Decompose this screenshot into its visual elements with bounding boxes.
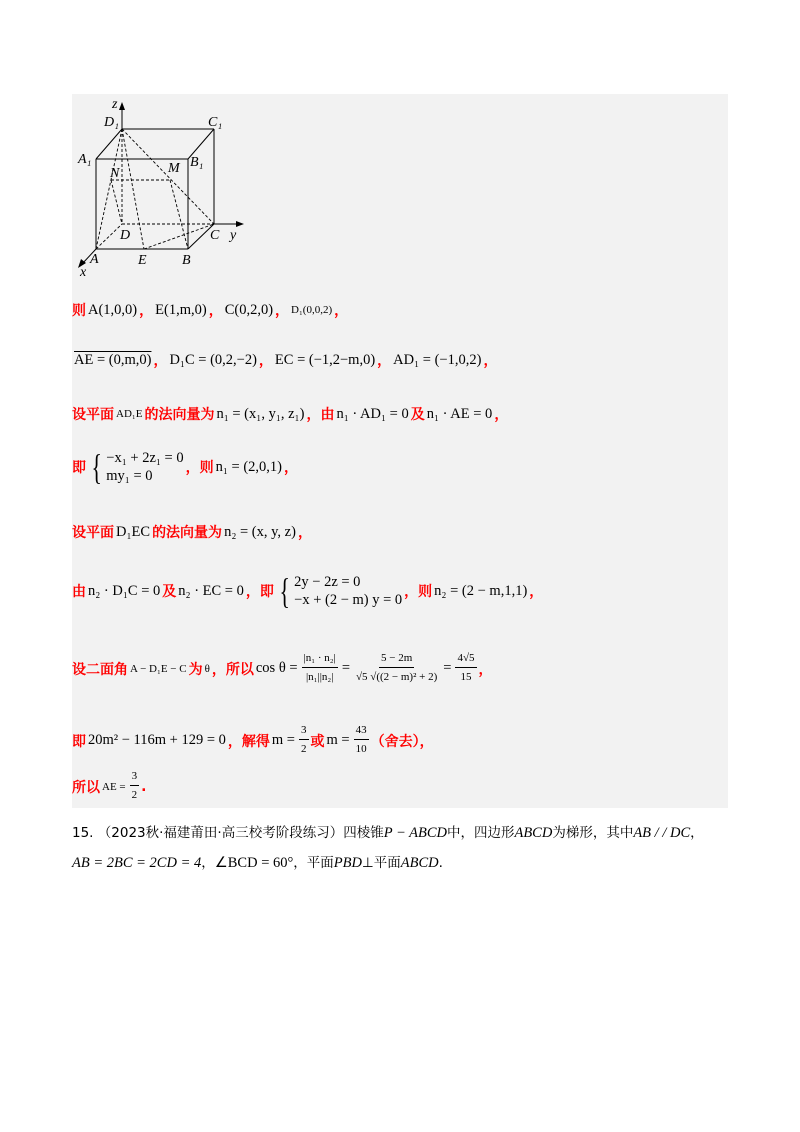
text: 即 <box>72 460 86 476</box>
fraction-abs <box>302 650 338 687</box>
label-M: M <box>168 161 180 176</box>
text: 的法向量为 <box>144 407 215 423</box>
denominator: 2 <box>131 789 138 801</box>
normal-n2: n₂ = (x, y, z) <box>224 523 296 540</box>
math: P − ABCD <box>383 825 447 841</box>
equals: = <box>443 660 452 676</box>
root-1 <box>299 722 309 759</box>
text: ，则 <box>185 460 214 476</box>
text: 或 <box>310 733 325 750</box>
label-x: x <box>80 265 87 276</box>
sep: ， <box>208 303 223 319</box>
label-A: A <box>90 252 99 267</box>
fraction-result <box>455 650 476 687</box>
text: ，则 <box>404 584 433 600</box>
dihedral-angle: A − D₁E − C <box>130 662 187 675</box>
text: ， <box>494 407 509 423</box>
text: 设平面 <box>72 407 114 423</box>
point-A: A(1,0,0) <box>88 301 138 318</box>
text: ， <box>284 460 299 476</box>
label-y: y <box>230 228 237 243</box>
numerator: 3 <box>130 768 140 786</box>
line-ND <box>111 180 122 224</box>
text: 即 <box>72 733 86 750</box>
equals: = <box>341 660 351 676</box>
sep: ， <box>153 353 168 369</box>
result-n2: n₂ = (2 − m,1,1) <box>434 582 528 599</box>
label-E: E <box>138 253 147 268</box>
solution-line-cosine <box>72 650 493 687</box>
denominator: 10 <box>355 743 367 755</box>
text: ，由 <box>306 407 335 423</box>
vector-AE: AE = (0,m,0) <box>74 351 152 368</box>
result-n1: n₁ = (2,0,1) <box>215 458 283 475</box>
m-label: m = <box>271 732 295 748</box>
fraction-value <box>354 650 439 687</box>
solution-line-system-2 <box>72 573 543 609</box>
solution-line-quadratic <box>72 722 434 759</box>
equation: my₁ = 0 <box>106 468 153 484</box>
problem-line-1 <box>72 818 732 848</box>
text: 设二面角 <box>72 661 128 678</box>
label-A1: A₁ <box>78 152 92 167</box>
text: ， <box>201 855 215 871</box>
line-D1C <box>122 129 214 224</box>
solution-line-normal-n1 <box>72 404 508 424</box>
cube-figure <box>76 96 246 276</box>
problem-15 <box>72 818 732 878</box>
label-B1: B₁ <box>190 155 204 170</box>
label-B: B <box>182 253 191 268</box>
label-C: C <box>210 228 220 243</box>
quadratic-equation: 20m² − 116m + 129 = 0 <box>88 732 226 748</box>
text: ，所以 <box>211 661 254 678</box>
line-D1A <box>96 129 122 249</box>
text: ，解得 <box>227 733 270 750</box>
theta: θ <box>204 662 210 675</box>
text: ，平面 <box>293 855 334 871</box>
math: AB / / DC <box>633 825 691 841</box>
text: ，即 <box>245 584 274 600</box>
problem-source: （2023秋·福建莆田·高三校考阶段练习） <box>97 825 344 841</box>
condition: n₂ · D₁C = 0 <box>88 582 161 599</box>
condition: n₂ · EC = 0 <box>178 582 244 599</box>
sep: ， <box>334 303 349 319</box>
m-label: m = <box>326 732 350 748</box>
numerator: 4√5 <box>455 650 476 668</box>
plane-D1EC: D₁EC <box>116 523 151 540</box>
answer-label: AE = <box>102 780 126 793</box>
sep: ， <box>139 303 154 319</box>
label-D: D <box>120 228 131 243</box>
text: 的法向量为 <box>152 525 223 541</box>
text: . <box>141 778 147 795</box>
math: ABCD <box>400 855 439 871</box>
text: 由 <box>72 584 86 600</box>
math: AB = 2BC = 2CD = 4 <box>72 855 202 871</box>
normal-n1: n₁ = (x₁, y₁, z₁) <box>216 405 305 422</box>
label-D1: D₁ <box>104 115 119 130</box>
answer-fraction <box>130 768 140 805</box>
text: . <box>438 855 443 871</box>
text: 设平面 <box>72 525 114 541</box>
sep: ， <box>377 353 392 369</box>
denominator: √5 √((2 − m)² + 2) <box>356 671 438 683</box>
label-C1: C₁ <box>208 115 223 130</box>
edge-A1D1 <box>96 129 122 159</box>
solution-line-system-1 <box>72 449 298 485</box>
solution-line-coordinates <box>72 300 348 320</box>
sep: ， <box>483 353 498 369</box>
text: ， <box>297 525 312 541</box>
problem-line-2 <box>72 848 732 878</box>
vector-D1C: D₁C = (0,2,−2) <box>169 351 257 368</box>
numerator: |n₁ · n₂| <box>302 650 338 668</box>
solution-line-answer <box>72 768 146 805</box>
text-ze: 则 <box>72 303 86 319</box>
text: 四棱锥 <box>343 825 384 841</box>
point-E: E(1,m,0) <box>155 301 207 318</box>
numerator: 43 <box>354 722 369 740</box>
text: ， <box>478 661 493 678</box>
text: 中，四边形 <box>446 825 515 841</box>
numerator: 3 <box>299 722 309 740</box>
label-z: z <box>112 97 118 112</box>
numerator: 5 − 2m <box>379 650 414 668</box>
denominator: 15 <box>460 671 472 683</box>
text: 及 <box>410 407 425 423</box>
text: 为 <box>188 661 203 678</box>
equation: −x₁ + 2z₁ = 0 <box>106 450 184 466</box>
point-C: C(0,2,0) <box>224 301 274 318</box>
point-D1: D₁(0,0,2) <box>291 304 333 316</box>
solution-line-vectors <box>72 350 497 370</box>
problem-number: 15. <box>72 825 94 841</box>
vector-EC: EC = (−1,2−m,0) <box>274 351 376 368</box>
equation: −x + (2 − m) y = 0 <box>294 592 403 608</box>
text: （舍去）， <box>370 733 434 750</box>
cos-label: cos θ = <box>255 660 298 676</box>
condition-1: n₁ · AD₁ = 0 <box>336 405 409 422</box>
text: ， <box>529 584 544 600</box>
text: ， <box>690 825 704 841</box>
line-EC <box>144 224 214 249</box>
denominator: 2 <box>301 743 307 755</box>
solution-line-normal-n2 <box>72 522 312 542</box>
condition-2: n₁ · AE = 0 <box>426 405 493 422</box>
denominator: |n₁||n₂| <box>305 671 334 683</box>
sep: ， <box>258 353 273 369</box>
plane-AD1E: AD₁E <box>116 408 143 420</box>
equation-system-2: { 2y − 2z = 0 −x + (2 − m) y = 0 <box>279 571 403 611</box>
math: ABCD <box>514 825 553 841</box>
root-2 <box>354 722 369 759</box>
equation-system-1: { −x₁ + 2z₁ = 0 my₁ = 0 <box>91 447 184 487</box>
label-N: N <box>110 166 120 181</box>
text: 所以 <box>72 779 100 796</box>
text: ⊥平面 <box>361 855 401 871</box>
text: 为梯形，其中 <box>552 825 634 841</box>
edge-AD <box>96 224 122 249</box>
vector-AD1: AD₁ = (−1,0,2) <box>393 351 482 368</box>
text: 及 <box>162 584 177 600</box>
equation: 2y − 2z = 0 <box>294 574 361 590</box>
sep: ， <box>275 303 290 319</box>
math: ∠BCD = 60° <box>214 855 294 871</box>
math: PBD <box>333 855 362 871</box>
solution-block <box>72 94 728 808</box>
